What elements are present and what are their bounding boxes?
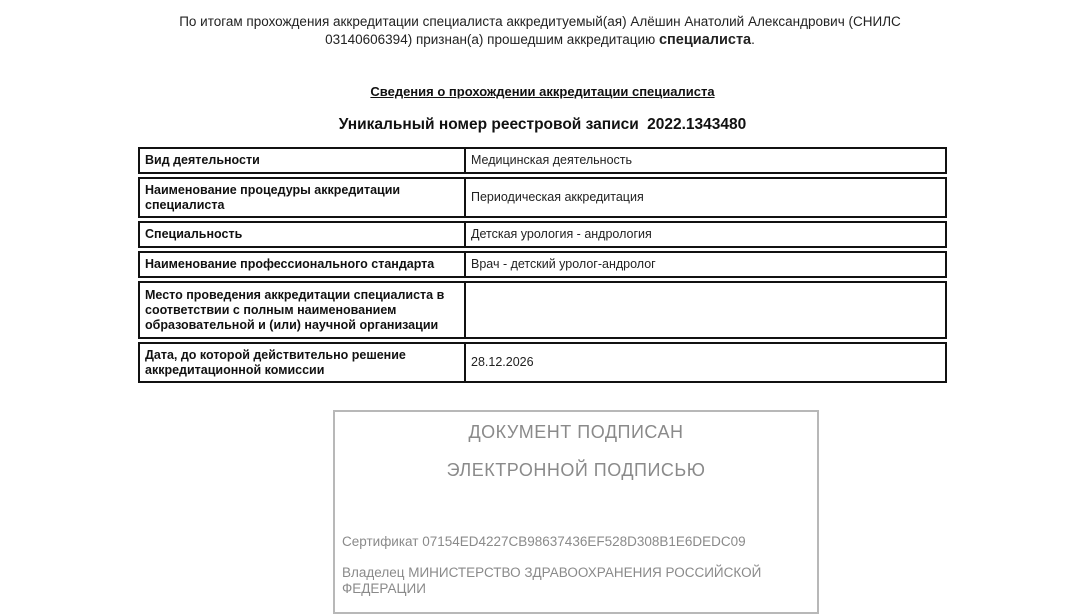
row-value <box>465 281 947 339</box>
electronic-signature-stamp <box>333 410 819 614</box>
row-value: Медицинская деятельность <box>465 147 947 174</box>
stamp-certificate: Сертификат 07154ED4227CB98637436EF528D308B1E6DEDC09 <box>342 534 746 549</box>
table-row <box>138 147 947 174</box>
table-row <box>138 177 947 218</box>
table-row <box>138 221 947 248</box>
stamp-title-line1: ДОКУМЕНТ ПОДПИСАН <box>468 422 684 442</box>
row-value: Периодическая аккредитация <box>465 177 947 218</box>
registry-number-heading <box>140 116 945 134</box>
table-row <box>138 251 947 278</box>
row-label: Наименование профессионального стандарта <box>138 251 465 278</box>
section-title: Сведения о прохождении аккредитации специалиста <box>370 84 715 99</box>
intro-paragraph <box>150 13 930 49</box>
intro-strong: специалиста <box>658 32 752 48</box>
registry-number: 2022.1343480 <box>647 116 747 133</box>
row-value: Врач - детский уролог-андролог <box>465 251 947 278</box>
stamp-owner: Владелец МИНИСТЕРСТВО ЗДРАВООХРАНЕНИЯ РОССИЙСКОЙ ФЕДЕРАЦИИ <box>342 565 762 596</box>
row-label: Наименование процедуры аккредитации специалиста <box>138 177 465 218</box>
row-value: 28.12.2026 <box>465 342 947 383</box>
row-label: Специальность <box>138 221 465 248</box>
accreditation-info-table <box>138 144 947 386</box>
table-row <box>138 342 947 383</box>
row-label: Место проведения аккредитации специалиста в соответствии с полным наименованием образовательной и (или) научной организации <box>138 281 465 339</box>
registry-label: Уникальный номер реестровой записи <box>338 116 639 133</box>
intro-text: По итогам прохождения аккредитации специалиста аккредитуемый(ая) Алёшин Анатолий Александрович (СНИЛС 03140606394) признан(а) прошедшим аккредитацию <box>179 14 901 47</box>
row-value: Детская урология - андрология <box>465 221 947 248</box>
row-label: Вид деятельности <box>138 147 465 174</box>
stamp-title-line2: ЭЛЕКТРОННОЙ ПОДПИСЬЮ <box>446 460 706 480</box>
row-label: Дата, до которой действительно решение аккредитационной комиссии <box>138 342 465 383</box>
table-row <box>138 281 947 339</box>
intro-end: . <box>751 32 755 47</box>
